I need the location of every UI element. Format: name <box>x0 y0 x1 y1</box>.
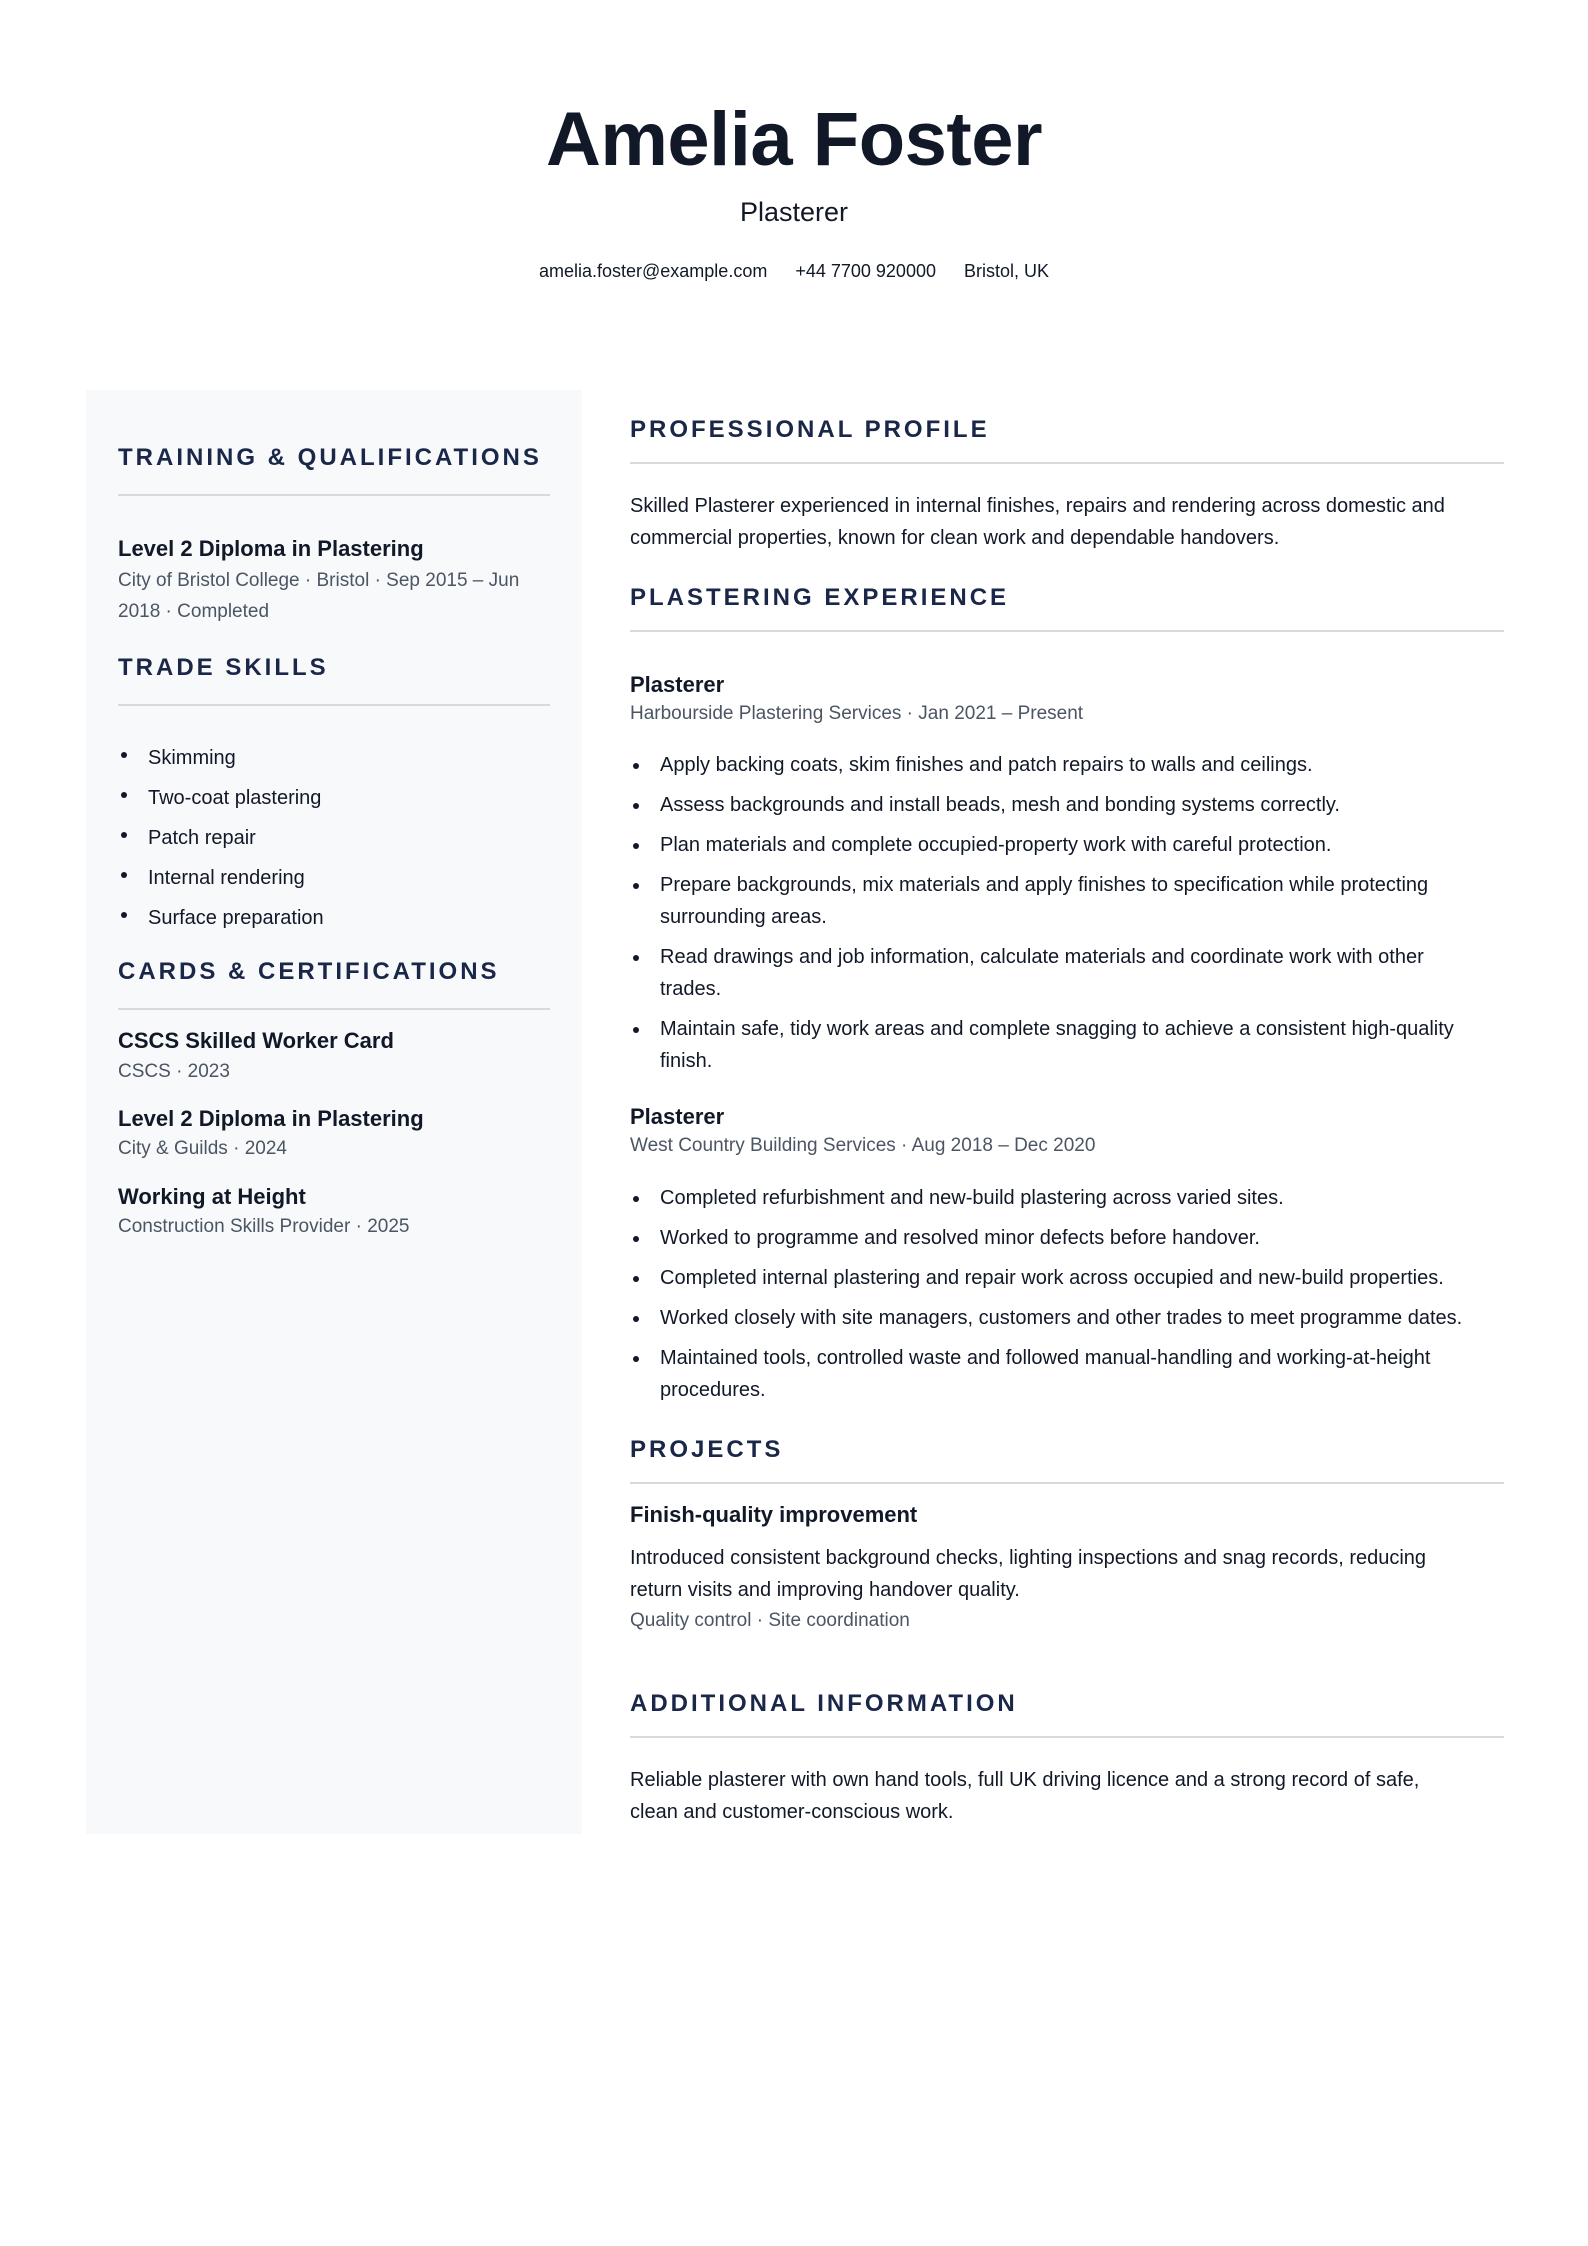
training-item-meta-line: City of Bristol College · Bristol · Sep 2015 – Jun <box>118 570 520 591</box>
job-bullet-text: finish. <box>660 1050 713 1072</box>
profile-summary-line: Skilled Plasterer experienced in internal finishes, repairs and rendering across domestic and <box>630 495 1445 517</box>
profile-summary-line: commercial properties, known for clean work and dependable handovers. <box>630 527 1280 549</box>
job-bullet <box>630 829 1504 861</box>
job-bullet <box>630 1262 1504 1294</box>
training-item-meta <box>118 565 558 627</box>
job-bullet <box>630 1222 1504 1254</box>
job-bullet <box>630 1182 1504 1214</box>
training-divider <box>118 494 550 496</box>
job-bullet-text: Completed refurbishment and new-build plastering across varied sites. <box>660 1187 1284 1209</box>
job-bullet-text: Maintained tools, controlled waste and followed manual-handling and working-at-height <box>660 1347 1431 1369</box>
training-item-title: Level 2 Diploma in Plastering <box>118 536 424 561</box>
project-description-line: return visits and improving handover quality. <box>630 1579 1020 1601</box>
skill-item: Skimming <box>118 738 550 778</box>
contact-phone[interactable]: +44 7700 920000 <box>795 261 936 281</box>
contact-location: Bristol, UK <box>963 261 1050 281</box>
job-bullet <box>630 869 1504 933</box>
card-meta: CSCS · 2023 <box>118 1061 230 1082</box>
job-bullet-text: procedures. <box>660 1379 766 1401</box>
job-meta: West Country Building Services · Aug 2018 – Dec 2020 <box>630 1135 1096 1156</box>
job-bullet <box>630 941 1504 1005</box>
project-tags: Quality control · Site coordination <box>630 1610 910 1631</box>
job-bullets <box>630 749 1504 1077</box>
job-title: Plasterer <box>630 672 725 697</box>
projects-section-title: PROJECTS <box>630 1436 784 1463</box>
profile-section-title: PROFESSIONAL PROFILE <box>630 416 990 443</box>
training-section-title: TRAINING & QUALIFICATIONS <box>118 444 542 471</box>
job-bullet <box>630 789 1504 821</box>
cards-section-title: CARDS & CERTIFICATIONS <box>118 958 500 985</box>
additional-text <box>630 1764 1504 1828</box>
additional-text-line: clean and customer-conscious work. <box>630 1801 954 1823</box>
training-item-meta-line: 2018 · Completed <box>118 601 270 622</box>
profile-divider <box>630 462 1504 464</box>
job-bullet-text: Plan materials and complete occupied-property work with careful protection. <box>660 834 1332 856</box>
skills-section-title: TRADE SKILLS <box>118 654 329 681</box>
job-bullet-text: Maintain safe, tidy work areas and complete snagging to achieve a consistent high-quality <box>660 1018 1454 1040</box>
projects-divider <box>630 1482 1504 1484</box>
card-title: CSCS Skilled Worker Card <box>118 1028 394 1053</box>
additional-divider <box>630 1736 1504 1738</box>
job-meta: Harbourside Plastering Services · Jan 2021 – Present <box>630 703 1084 724</box>
experience-divider <box>630 630 1504 632</box>
additional-text-line: Reliable plasterer with own hand tools, full UK driving licence and a strong record of safe, <box>630 1769 1420 1791</box>
project-title: Finish-quality improvement <box>630 1502 918 1527</box>
sidebar-panel <box>86 390 582 1834</box>
job-bullet-text: trades. <box>660 978 722 1000</box>
job-bullet-text: Worked closely with site managers, customers and other trades to meet programme dates. <box>660 1307 1463 1329</box>
job-bullets <box>630 1182 1504 1406</box>
skill-item: Surface preparation <box>118 898 550 938</box>
skills-list <box>118 738 550 938</box>
skill-item: Internal rendering <box>118 858 550 898</box>
card-meta: Construction Skills Provider · 2025 <box>118 1216 410 1237</box>
candidate-name: Amelia Foster <box>545 97 1043 182</box>
additional-section-title: ADDITIONAL INFORMATION <box>630 1690 1018 1717</box>
profile-summary <box>630 490 1504 554</box>
contact-line <box>0 258 1588 284</box>
job-bullet-text: Apply backing coats, skim finishes and patch repairs to walls and ceilings. <box>660 754 1313 776</box>
job-title: Plasterer <box>630 1104 725 1129</box>
job-bullet-text: Prepare backgrounds, mix materials and apply finishes to specification while protecting <box>660 874 1429 896</box>
experience-section-title: PLASTERING EXPERIENCE <box>630 584 1010 611</box>
job-bullet-text: Assess backgrounds and install beads, mesh and bonding systems correctly. <box>660 794 1340 816</box>
card-meta: City & Guilds · 2024 <box>118 1138 287 1159</box>
job-bullet <box>630 1013 1504 1077</box>
candidate-role: Plasterer <box>739 197 849 227</box>
skill-item: Patch repair <box>118 818 550 858</box>
job-bullet-text: Completed internal plastering and repair work across occupied and new-build properties. <box>660 1267 1444 1289</box>
cards-divider <box>118 1008 550 1010</box>
job-bullet <box>630 749 1504 781</box>
job-bullet-text: surrounding areas. <box>660 906 827 928</box>
job-bullet-text: Read drawings and job information, calculate materials and coordinate work with other <box>660 946 1424 968</box>
job-bullet <box>630 1302 1504 1334</box>
card-title: Level 2 Diploma in Plastering <box>118 1106 424 1131</box>
skills-divider <box>118 704 550 706</box>
contact-email[interactable]: amelia.foster@example.com <box>538 261 768 281</box>
project-description <box>630 1542 1504 1606</box>
project-description-line: Introduced consistent background checks, lighting inspections and snag records, reducing <box>630 1547 1427 1569</box>
skill-item: Two-coat plastering <box>118 778 550 818</box>
card-title: Working at Height <box>118 1184 306 1209</box>
job-bullet-text: Worked to programme and resolved minor defects before handover. <box>660 1227 1260 1249</box>
job-bullet <box>630 1342 1504 1406</box>
